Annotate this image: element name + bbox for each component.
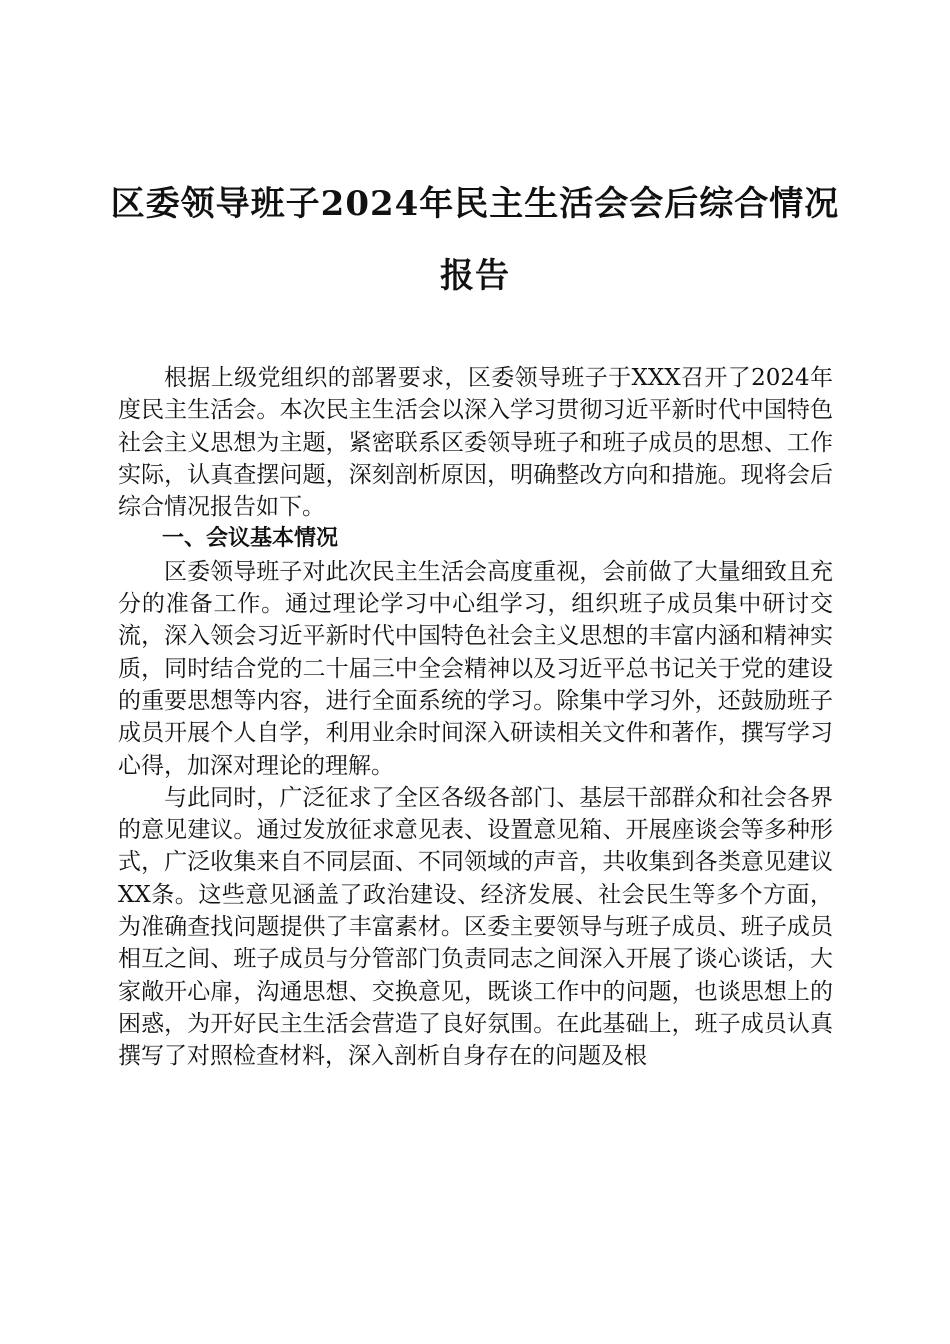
intro-paragraph: 根据上级党组织的部署要求，区委领导班子于XXX召开了2024年度民主生活会。本次民主生活会以深入学习贯彻习近平新时代中国特色社会主义思想为主题，紧密联系区委领导班子和班子成员的思想、工作实际，认真查摆问题，深刻剖析原因，明确整改方向和措施。现将会后综合情况报告如下。 — [118, 365, 833, 521]
preparation-paragraph: 区委领导班子对此次民主生活会高度重视，会前做了大量细致且充分的准备工作。通过理论学习中心组学习，组织班子成员集中研讨交流，深入领会习近平新时代中国特色社会主义思想的丰富内涵和精神实质，同时结合党的二十届三中全会精神以及习近平总书记关于党的建设的重要思想等内容，进行全面系统的学习。除集中学习外，还鼓励班子成员开展个人自学，利用业余时间深入研读相关文件和著作，撰写学习心得，加深对理论的理解。 — [118, 558, 833, 779]
section-heading-1: 一、会议基本情况 — [162, 526, 339, 552]
opinion-collection-paragraph: 与此同时，广泛征求了全区各级各部门、基层干部群众和社会各界的意见建议。通过发放征求意见表、设置意见箱、开展座谈会等多种形式，广泛收集来自不同层面、不同领域的声音，共收集到各类意见建议XX条。这些意见涵盖了政治建设、经济发展、社会民生等多个方面，为准确查找问题提供了丰富素材。区委主要领导与班子成员、班子成员相互之间、班子成员与分管部门负责同志之间深入开展了谈心谈话，大家敞开心扉，沟通思想、交换意见，既谈工作中的问题，也谈思想上的困惑，为开好民主生活会营造了良好氛围。在此基础上，班子成员认真撰写了对照检查材料，深入剖析自身存在的问题及根 — [118, 784, 833, 1070]
document-title: 区委领导班子2024年民主生活会会后综合情况报告 — [110, 184, 840, 296]
document-body — [118, 362, 833, 1073]
